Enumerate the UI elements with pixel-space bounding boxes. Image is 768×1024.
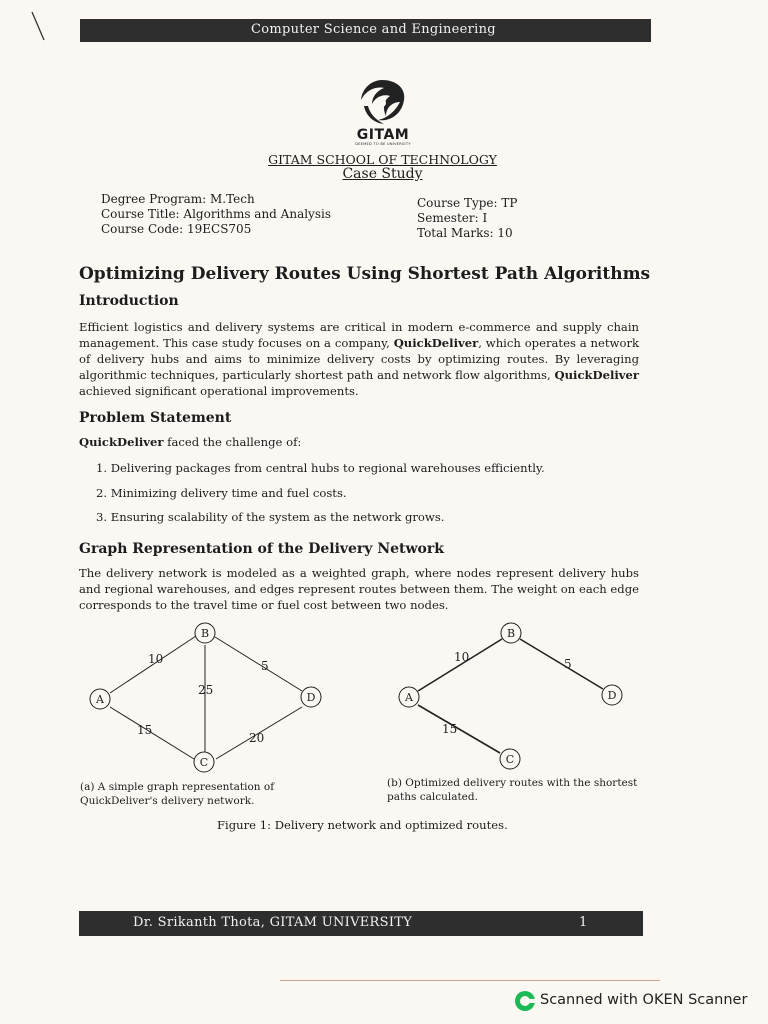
scanner-watermark	[514, 990, 764, 1012]
meta-right	[417, 196, 517, 241]
problem-lead	[79, 435, 301, 449]
meta-course-code: Course Code: 19ECS705	[101, 222, 252, 236]
edge-a-b	[418, 639, 502, 691]
problem-company: QuickDeliver	[79, 435, 164, 449]
node-b-label: B	[506, 627, 516, 640]
node-a-label: A	[96, 693, 104, 706]
problem-heading: Problem Statement	[79, 410, 232, 426]
graph-heading: Graph Representation of the Delivery Network	[79, 541, 444, 557]
weight-b-c: 25	[198, 683, 214, 697]
weight-a-b: 10	[454, 650, 470, 664]
graph-b	[390, 615, 640, 775]
node-b-label: B	[200, 627, 210, 640]
edge-a-c	[418, 705, 500, 753]
node-d-label: D	[607, 689, 617, 702]
problem-list	[96, 461, 545, 535]
case-study-title: Optimizing Delivery Routes Using Shortest Path Algorithms	[79, 264, 651, 284]
graph-paragraph: The delivery network is modeled as a weighted graph, where nodes represent delivery hubs and regional warehouses, and edges represent routes between them. The weight on each edge corresponds to the travel time or fuel cost between two nodes.	[79, 566, 639, 612]
list-item: 2. Minimizing delivery time and fuel costs.	[96, 485, 347, 500]
oken-scanner-icon	[514, 990, 536, 1012]
problem-lead-text: faced the challenge of:	[163, 435, 302, 449]
meta-course-title: Course Title: Algorithms and Analysis	[101, 207, 331, 221]
meta-course-type: Course Type: TP	[417, 196, 518, 210]
node-a-label: A	[405, 691, 413, 704]
node-c-label: C	[505, 753, 515, 766]
scanner-label: Scanned with OKEN Scanner	[540, 992, 748, 1008]
node-c-label: C	[199, 756, 209, 769]
logo-name: GITAM	[356, 127, 410, 143]
weight-a-c: 15	[442, 722, 458, 736]
node-d-label: D	[306, 691, 316, 704]
intro-heading: Introduction	[79, 293, 179, 309]
intro-text-3: achieved significant operational improvements.	[79, 384, 359, 398]
gitam-logo-icon	[354, 76, 410, 128]
meta-left	[101, 192, 331, 237]
divider	[280, 980, 660, 981]
meta-degree: Degree Program: M.Tech	[101, 192, 255, 206]
weight-b-d: 5	[564, 657, 572, 671]
header-banner-text: Computer Science and Engineering	[251, 22, 496, 37]
intro-text-2: , which operates a network of delivery hubs and aims to minimize delivery costs by optimizing routes. By leveraging algorithmic techniques, particularly shortest path and network flow algorithms,	[79, 336, 640, 382]
meta-total-marks: Total Marks: 10	[417, 226, 513, 240]
logo-tagline: DEEMED TO BE UNIVERSITY	[355, 142, 411, 146]
graph-a	[80, 615, 340, 780]
footer-banner	[79, 911, 643, 936]
caption-b: (b) Optimized delivery routes with the shortest paths calculated.	[387, 777, 638, 803]
intro-company-2: QuickDeliver	[554, 368, 640, 382]
intro-paragraph	[79, 319, 639, 399]
header-banner	[80, 19, 651, 42]
edge-b-d	[520, 639, 603, 689]
weight-a-b: 10	[148, 652, 164, 666]
intro-company-1: QuickDeliver	[393, 336, 479, 350]
intro-text-1: Efficient logistics and delivery systems are critical in modern e-commerce and supply chain management. This case study focuses on a company,	[79, 320, 639, 350]
list-item: 1. Delivering packages from central hubs to regional warehouses efficiently.	[96, 461, 545, 475]
list-item: 3. Ensuring scalability of the system as the network grows.	[96, 510, 445, 524]
scan-mark	[28, 10, 48, 44]
meta-semester: Semester: I	[417, 211, 488, 225]
caption-a: (a) A simple graph representation of QuickDeliver's delivery network.	[80, 781, 275, 807]
footer-page-number: 1	[579, 915, 588, 930]
doc-type: Case Study	[342, 166, 423, 182]
footer-author: Dr. Srikanth Thota, GITAM UNIVERSITY	[133, 915, 413, 930]
weight-a-c: 15	[137, 723, 153, 737]
figure-caption: Figure 1: Delivery network and optimized routes.	[217, 818, 508, 832]
school-name: GITAM SCHOOL OF TECHNOLOGY	[268, 152, 497, 167]
weight-b-d: 5	[261, 659, 269, 673]
weight-c-d: 20	[249, 731, 265, 745]
edge-b-d	[215, 637, 302, 691]
